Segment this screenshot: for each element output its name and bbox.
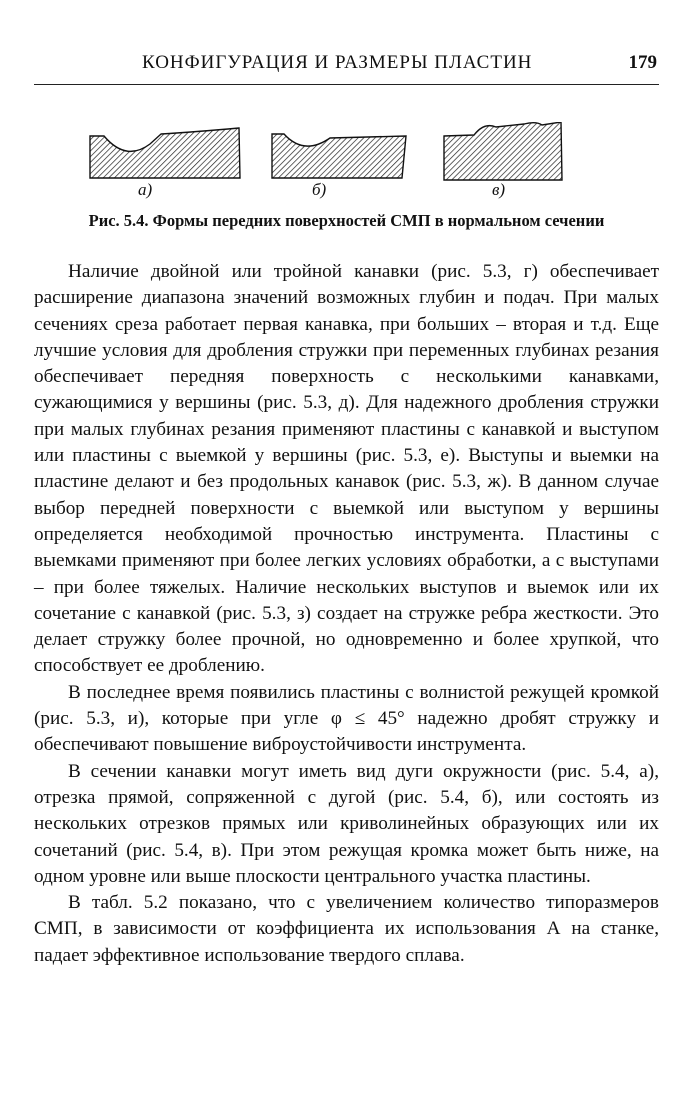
insert-profiles-drawing: [34, 122, 659, 184]
paragraph-3: В сечении канавки могут иметь вид дуги окружности (рис. 5.4, а), отрезка прямой, сопряженной с дугой (рис. 5.4, б), или состоять из нескольких отрезков прямых или криволинейных образующих или их сочетаний (рис. 5.4, в). При этом режущая кромка может быть ниже, на одном уровне или выше плоскости центрального участка пластины.: [34, 760, 659, 887]
profile-v-composite: [444, 122, 562, 180]
page-number: 179: [628, 52, 657, 73]
paragraph-1: Наличие двойной или тройной канавки (рис. 5.3, г) обеспечивает расширение диапазона значений возможных глубин и подач. При малых сечениях среза работает первая канавка, при больших – вторая и т.д. Еще лучшие условия для дробления стружки при переменных глубинах резания обеспечивает передняя поверхность с несколькими канавками, сужающимися у вершины (рис. 5.3, д). Для надежного дробления стружки при малых глубинах резания применяют пластины с канавкой и выступом или пластины с выемкой у вершины (рис. 5.3, е). Выступы и выемки на пластине делают и без продольных канавок (рис. 5.3, ж). В данном случае выбор передней поверхности с выемкой или выступом у вершины определяется необходимой прочностью инструмента. Пластины с выемками применяют при более легких условиях обработки, а с выступами – при более тяжелых. Наличие нескольких выступов и выемок или их сочетание с канавкой (рис. 5.3, з) создает на стружке ребра жесткости. Это делает стружку более прочной, но одновременно и более хрупкой, что способствует ее дроблению.: [34, 261, 659, 677]
profile-b-line-arc-groove: [272, 134, 406, 178]
figure-label-a: а): [138, 180, 153, 199]
figure-caption: Рис. 5.4. Формы передних поверхностей СМП в нормальном сечении: [88, 211, 605, 230]
running-header: [34, 44, 659, 85]
figure-5-4: [34, 122, 659, 202]
running-title: КОНФИГУРАЦИЯ И РАЗМЕРЫ ПЛАСТИН: [142, 52, 533, 73]
paragraph-4: В табл. 5.2 показано, что с увеличением количество типоразмеров СМП, в зависимости от коэффициента их использования А на станке, падает эффективное использование твердого сплава.: [34, 892, 659, 966]
figure-label-b: б): [312, 180, 327, 199]
profile-a-arc-groove: [90, 128, 240, 178]
paragraph-2: В последнее время появились пластины с волнистой режущей кромкой (рис. 5.3, и), которые при угле φ ≤ 45° надежно дробят стружку и обеспечивают повышение виброустойчивости инструмента.: [34, 681, 659, 756]
figure-label-v: в): [492, 180, 506, 199]
body-text: [34, 259, 659, 969]
